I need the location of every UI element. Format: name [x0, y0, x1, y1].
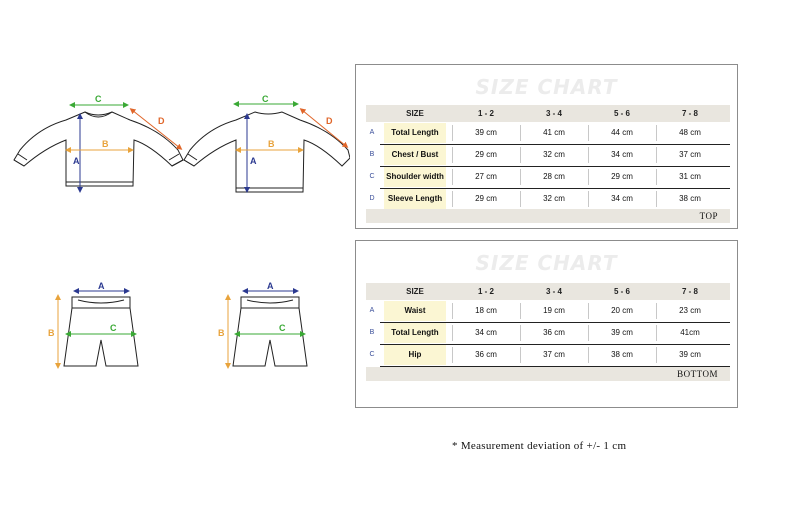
- row-value: 31 cm: [679, 172, 701, 181]
- row-value: 39 cm: [475, 128, 497, 137]
- row-label: Sleeve Length: [384, 189, 446, 209]
- diagram-label-b: B: [102, 139, 109, 149]
- row-value: 27 cm: [475, 172, 497, 181]
- row-value: 41 cm: [543, 128, 565, 137]
- row-value: 38 cm: [679, 194, 701, 203]
- row-letter: C: [369, 173, 375, 180]
- column-separator: [588, 191, 589, 207]
- bottom-size-chart: [355, 240, 738, 408]
- row-value: 29 cm: [475, 194, 497, 203]
- chart-title: SIZE CHART: [475, 75, 618, 99]
- row-value: 39 cm: [679, 350, 701, 359]
- column-separator: [452, 303, 453, 319]
- header-size: SIZE: [406, 287, 424, 296]
- table-footer: [366, 209, 730, 223]
- column-separator: [656, 325, 657, 341]
- row-value: 39 cm: [611, 328, 633, 337]
- row-label: Shoulder width: [384, 167, 446, 187]
- footer-label: BOTTOM: [677, 369, 718, 379]
- diagram-label-b: B: [218, 328, 225, 338]
- row-value: 29 cm: [611, 172, 633, 181]
- diagram-label-d: D: [158, 116, 165, 126]
- diagram-label-a: A: [98, 281, 105, 291]
- top-size-chart: [355, 64, 738, 229]
- column-separator: [588, 303, 589, 319]
- row-value: 29 cm: [475, 150, 497, 159]
- header-size-1-2: 1 - 2: [477, 109, 494, 118]
- table-footer: [366, 367, 730, 381]
- header-size-7-8: 7 - 8: [681, 287, 698, 296]
- shorts-front-drawing: [64, 297, 138, 366]
- column-separator: [656, 147, 657, 163]
- header-size-7-8: 7 - 8: [681, 109, 698, 118]
- column-separator: [520, 303, 521, 319]
- row-value: 34 cm: [611, 194, 633, 203]
- diagram-label-a: A: [250, 156, 257, 166]
- row-value: 41cm: [680, 328, 700, 337]
- row-letter: C: [369, 351, 375, 358]
- row-value: 19 cm: [543, 306, 565, 315]
- row-label: Hip: [384, 345, 446, 365]
- column-separator: [452, 125, 453, 141]
- column-separator: [656, 191, 657, 207]
- row-letter: B: [369, 329, 375, 336]
- header-size-5-6: 5 - 6: [613, 109, 630, 118]
- garment-diagrams: [0, 0, 350, 517]
- diagram-label-c: C: [262, 94, 269, 104]
- row-value: 34 cm: [475, 328, 497, 337]
- column-separator: [452, 191, 453, 207]
- column-separator: [656, 169, 657, 185]
- row-label: Total Length: [384, 323, 446, 343]
- size-table: [366, 105, 730, 223]
- row-value: 37 cm: [543, 350, 565, 359]
- shorts-back-drawing: [233, 297, 307, 366]
- column-separator: [452, 169, 453, 185]
- column-separator: [588, 169, 589, 185]
- diagram-label-a: A: [267, 281, 274, 291]
- column-separator: [588, 147, 589, 163]
- table-header: [366, 283, 730, 300]
- diagram-label-b: B: [48, 328, 55, 338]
- row-letter: A: [369, 307, 375, 314]
- diagram-label-b: B: [268, 139, 275, 149]
- row-value: 32 cm: [543, 150, 565, 159]
- row-label: Waist: [384, 301, 446, 321]
- size-table: [366, 283, 730, 383]
- column-separator: [520, 147, 521, 163]
- row-letter: A: [369, 129, 375, 136]
- row-letter: B: [369, 151, 375, 158]
- row-value: 23 cm: [679, 306, 701, 315]
- column-separator: [588, 125, 589, 141]
- row-value: 18 cm: [475, 306, 497, 315]
- row-value: 36 cm: [475, 350, 497, 359]
- header-size-3-4: 3 - 4: [545, 109, 562, 118]
- row-label: Total Length: [384, 123, 446, 143]
- table-header: [366, 105, 730, 122]
- row-label: Chest / Bust: [384, 145, 446, 165]
- row-value: 20 cm: [611, 306, 633, 315]
- header-size: SIZE: [406, 109, 424, 118]
- column-separator: [588, 347, 589, 363]
- column-separator: [656, 347, 657, 363]
- column-separator: [452, 347, 453, 363]
- column-separator: [520, 169, 521, 185]
- column-separator: [520, 325, 521, 341]
- column-separator: [452, 147, 453, 163]
- column-separator: [656, 125, 657, 141]
- row-value: 44 cm: [611, 128, 633, 137]
- row-letter: D: [369, 195, 375, 202]
- row-value: 38 cm: [611, 350, 633, 359]
- header-size-5-6: 5 - 6: [613, 287, 630, 296]
- column-separator: [520, 347, 521, 363]
- measurement-note: * Measurement deviation of +/- 1 cm: [452, 440, 627, 452]
- row-value: 48 cm: [679, 128, 701, 137]
- diagram-label-c: C: [279, 323, 286, 333]
- row-value: 37 cm: [679, 150, 701, 159]
- row-value: 32 cm: [543, 194, 565, 203]
- diagram-label-a: A: [73, 156, 80, 166]
- chart-title: SIZE CHART: [475, 251, 618, 275]
- column-separator: [588, 325, 589, 341]
- header-size-1-2: 1 - 2: [477, 287, 494, 296]
- column-separator: [520, 191, 521, 207]
- footer-label: TOP: [699, 211, 718, 221]
- row-value: 36 cm: [543, 328, 565, 337]
- diagram-label-c: C: [110, 323, 117, 333]
- diagram-label-d: D: [326, 116, 333, 126]
- column-separator: [452, 325, 453, 341]
- row-value: 34 cm: [611, 150, 633, 159]
- diagram-label-c: C: [95, 94, 102, 104]
- row-value: 28 cm: [543, 172, 565, 181]
- header-size-3-4: 3 - 4: [545, 287, 562, 296]
- column-separator: [520, 125, 521, 141]
- column-separator: [656, 303, 657, 319]
